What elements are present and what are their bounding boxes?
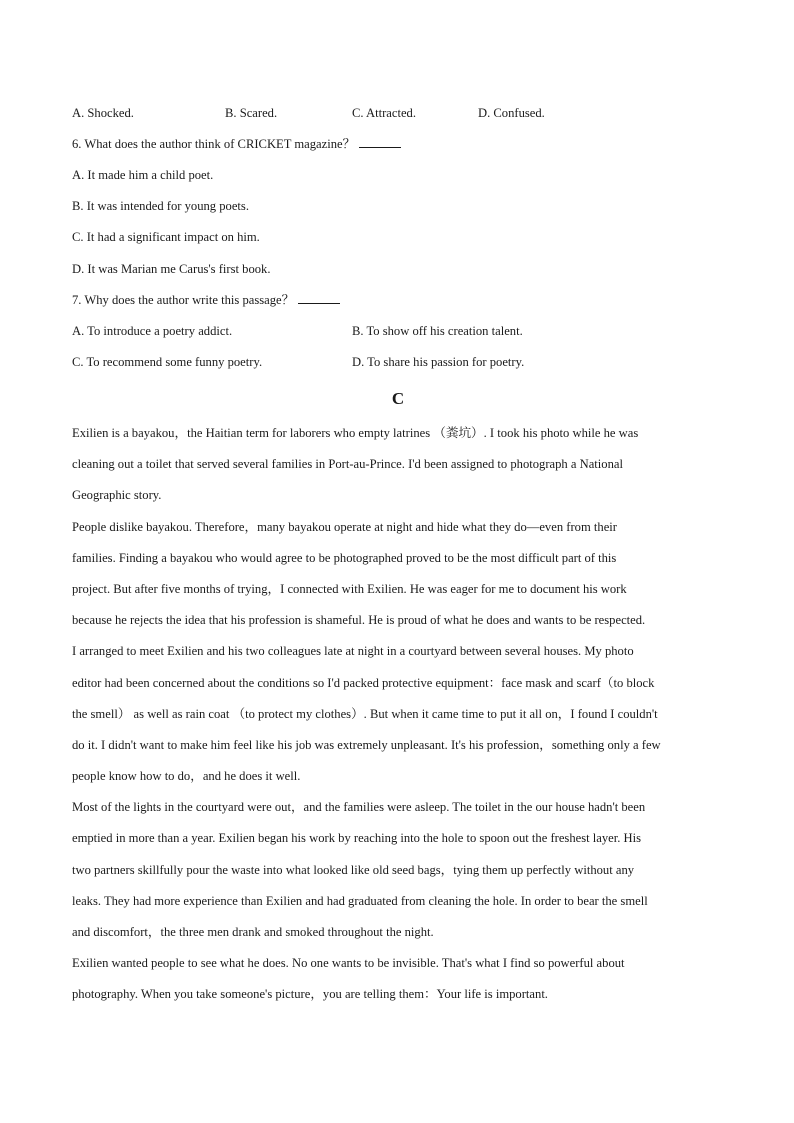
q7-options-row-2 — [72, 352, 724, 372]
q7-stem-text: 7. Why does the author write this passage？ — [72, 293, 295, 307]
q7-options-row-1 — [72, 321, 724, 341]
passage-line: leaks. They had more experience than Exilien and had graduated from cleaning the hole. In order to bear the smell — [72, 893, 648, 908]
q7-answer-blank[interactable] — [298, 291, 340, 304]
passage-paragraph — [72, 418, 724, 512]
passage-line: do it. I didn't want to make him feel like his job was extremely unpleasant. It's his profession，something only a few — [72, 737, 661, 752]
q5-option-b: B. Scared. — [225, 106, 278, 120]
passage-line: Exilien is a bayakou，the Haitian term for laborers who empty latrines （粪坑）. I took his photo while he was — [72, 426, 639, 440]
q6-answer-blank[interactable] — [359, 135, 401, 148]
q5-option-c: C. Attracted. — [352, 106, 417, 120]
q7-option-d: D. To share his passion for poetry. — [352, 355, 525, 369]
q5-option-a: A. Shocked. — [72, 106, 134, 120]
q6-option-b: B. It was intended for young poets. — [72, 199, 249, 213]
passage-line: the smell） as well as rain coat （to protect my clothes）. But when it came time to put it all on，I found I couldn't — [72, 706, 658, 721]
q7-stem — [72, 290, 340, 310]
passage-line: cleaning out a toilet that served several families in Port-au-Prince. I'd been assigned to photograph a National — [72, 457, 623, 472]
passage-line: families. Finding a bayakou who would agree to be photographed proved to be the most difficult part of this — [72, 550, 617, 565]
passage-line: I arranged to meet Exilien and his two colleagues late at night in a courtyard between several houses. My photo — [72, 644, 634, 659]
q5-option-d: D. Confused. — [478, 106, 545, 120]
passage-line: emptied in more than a year. Exilien began his work by reaching into the hole to spoon out the freshest layer. His — [72, 831, 642, 846]
passage-paragraph — [72, 636, 724, 792]
passage-paragraph — [72, 512, 724, 637]
section-title: C — [391, 389, 405, 408]
passage-line: people know how to do，and he does it well. — [72, 769, 301, 784]
passage-line: project. But after five months of trying，I connected with Exilien. He was eager for me to document his work — [72, 581, 627, 596]
passage-line: Geographic story. — [72, 488, 162, 503]
passage-c — [72, 418, 724, 1011]
passage-line: two partners skillfully pour the waste into what looked like old seed bags，tying them up perfectly without any — [72, 862, 635, 877]
passage-line: editor had been concerned about the conditions so I'd packed protective equipment：face mask and scarf（to block — [72, 675, 655, 690]
passage-line: and discomfort，the three men drank and smoked throughout the night. — [72, 925, 434, 939]
passage-paragraph — [72, 792, 724, 948]
q7-option-a: A. To introduce a poetry addict. — [72, 324, 233, 338]
q6-stem — [72, 134, 401, 154]
q5-options — [72, 103, 724, 123]
q6-option-d: D. It was Marian me Carus's first book. — [72, 262, 271, 276]
passage-line: Most of the lights in the courtyard were out，and the families were asleep. The toilet in the our house hadn't been — [72, 800, 646, 815]
passage-line: because he rejects the idea that his profession is shameful. He is proud of what he does and wants to be respected. — [72, 613, 646, 628]
q7-option-b: B. To show off his creation talent. — [352, 324, 523, 338]
passage-line: photography. When you take someone's picture，you are telling them：Your life is important. — [72, 987, 548, 1002]
passage-line: Exilien wanted people to see what he does. No one wants to be invisible. That's what I find so powerful about — [72, 956, 625, 971]
q6-option-a: A. It made him a child poet. — [72, 168, 214, 182]
q7-option-c: C. To recommend some funny poetry. — [72, 355, 263, 369]
q6-option-c: C. It had a significant impact on him. — [72, 230, 260, 244]
passage-paragraph — [72, 948, 724, 1010]
q6-stem-text: 6. What does the author think of CRICKET magazine？ — [72, 137, 356, 151]
passage-line: People dislike bayakou. Therefore，many bayakou operate at night and hide what they do—even from their — [72, 519, 617, 534]
